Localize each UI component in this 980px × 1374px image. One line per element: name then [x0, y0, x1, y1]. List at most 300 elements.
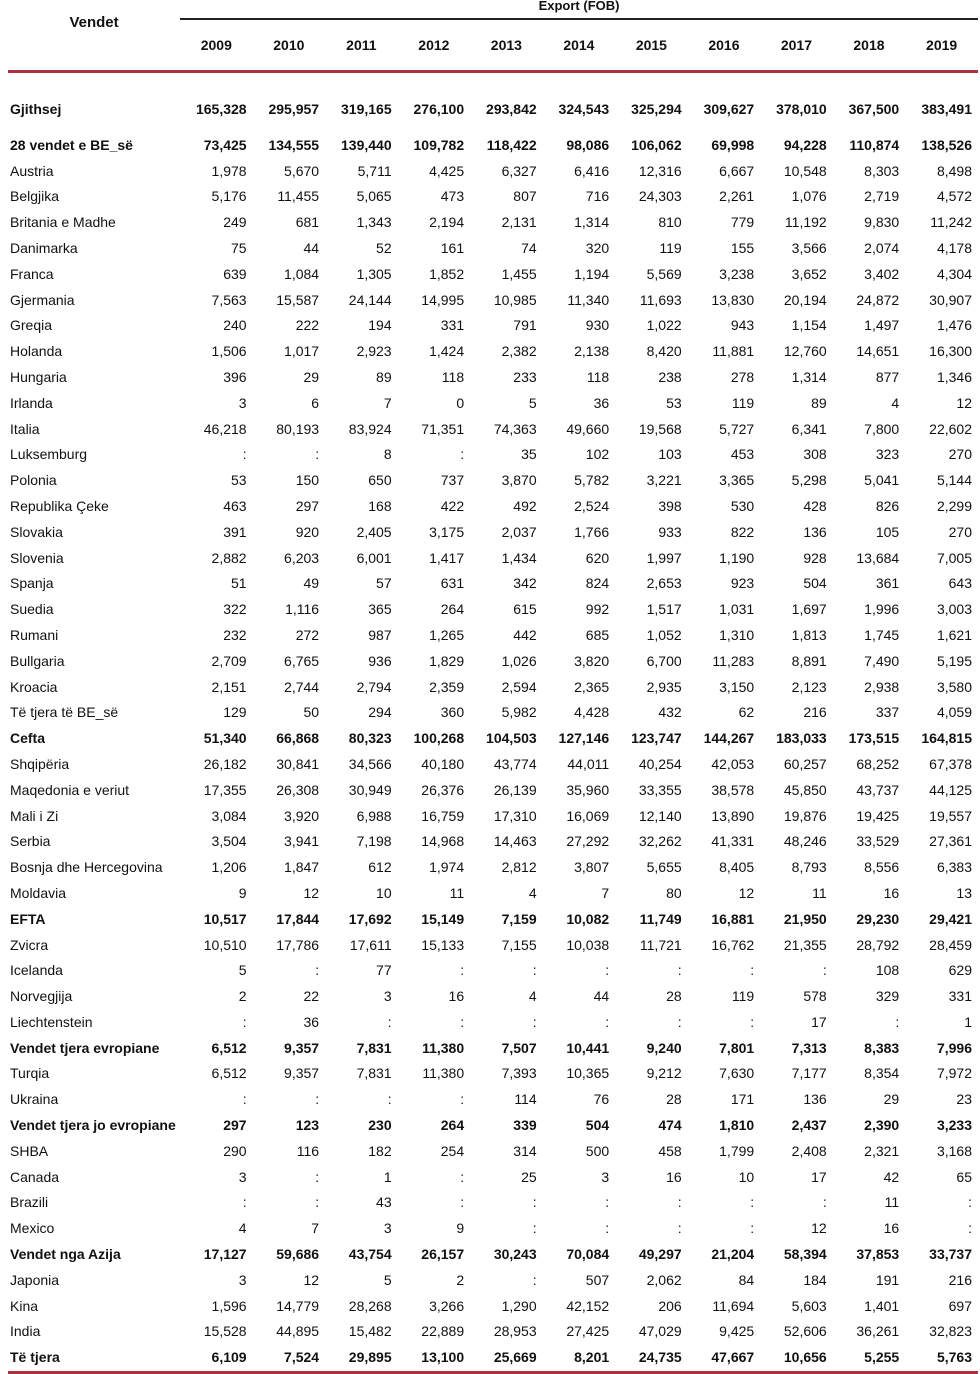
cell-value: 1,596	[211, 1297, 247, 1314]
cell-value: 612	[368, 859, 392, 876]
cell-value: 29,230	[856, 910, 900, 927]
cell-value: 11,721	[639, 936, 682, 953]
year-header-2009: 2009	[200, 37, 232, 53]
cell-value: 9,830	[864, 214, 900, 231]
cell-value: 184	[803, 1271, 827, 1288]
row-label: Të tjera	[8, 1345, 180, 1372]
cell-value: 391	[223, 523, 247, 540]
row-label: Canada	[10, 1168, 60, 1185]
cell-value: 108	[875, 962, 900, 979]
cell-value: 44	[593, 988, 610, 1005]
cell-value: 7,005	[936, 549, 972, 566]
cell-value: 173,515	[848, 730, 900, 747]
row-label: Japonia	[10, 1271, 60, 1288]
cell-value: 11,694	[712, 1297, 755, 1314]
cell-value: 74	[521, 239, 537, 256]
cell-value: :	[677, 1013, 682, 1030]
cell-value: 20,194	[783, 291, 827, 308]
cell-value: 1,697	[791, 601, 827, 618]
cell-value: 161	[440, 239, 465, 256]
cell-value: 383,491	[921, 101, 972, 117]
row-label: Norvegjija	[10, 988, 73, 1005]
cell-value: 19,876	[783, 807, 827, 824]
cell-value: 29	[303, 368, 320, 385]
row-label: Italia	[10, 420, 40, 437]
cell-value: 2,037	[501, 523, 537, 540]
cell-value: 14,995	[421, 291, 465, 308]
cell-value: 14,779	[276, 1297, 320, 1314]
cell-value: 22,889	[421, 1323, 465, 1340]
row-label: Holanda	[10, 343, 63, 360]
cell-value: 60,257	[783, 755, 827, 772]
cell-value: 7,313	[791, 1039, 827, 1056]
cell-value: :	[315, 446, 320, 463]
cell-value: 53	[231, 472, 247, 489]
cell-value: 9,212	[646, 1065, 682, 1082]
cell-value: 1,424	[429, 343, 465, 360]
cell-value: 1,455	[501, 265, 537, 282]
cell-value: 11,380	[422, 1039, 465, 1056]
cell-value: 442	[513, 626, 537, 643]
cell-value: 114	[514, 1091, 537, 1108]
cell-value: 38,578	[711, 781, 755, 798]
cell-value: 12	[956, 394, 972, 411]
row-label: Slovakia	[10, 523, 63, 540]
cell-value: 6,512	[211, 1065, 247, 1082]
table-row	[8, 210, 978, 236]
cell-value: 877	[875, 368, 900, 385]
cell-value: :	[460, 1168, 465, 1185]
cell-value: 810	[658, 214, 682, 231]
cell-value: 3,807	[574, 859, 610, 876]
cell-value: 681	[295, 214, 320, 231]
cell-value: 2,935	[646, 678, 682, 695]
cell-value: 3,221	[646, 472, 682, 489]
table-row	[8, 649, 978, 675]
cell-value: :	[677, 1220, 682, 1237]
table-row	[8, 829, 978, 855]
cell-value: 6,327	[501, 162, 537, 179]
cell-value: 3,233	[936, 1117, 972, 1134]
cell-value: :	[460, 446, 465, 463]
cell-value: 52	[376, 239, 392, 256]
cell-value: 295,957	[268, 101, 320, 117]
row-label: Icelanda	[10, 962, 63, 979]
cell-value: 4,428	[574, 704, 610, 721]
cell-value: :	[242, 1194, 247, 1211]
cell-value: 49,297	[638, 1246, 682, 1263]
row-label: Vendet tjera evropiane	[10, 1039, 160, 1056]
cell-value: 7	[383, 394, 392, 411]
table-row	[8, 984, 978, 1010]
row-label: SHBA	[10, 1142, 49, 1159]
cell-value: 5,982	[501, 704, 537, 721]
cell-value: 398	[658, 497, 682, 514]
cell-value: 2,812	[501, 859, 537, 876]
cell-value: 52,606	[783, 1323, 827, 1340]
cell-value: 68,252	[856, 755, 900, 772]
cell-value: 3,580	[936, 678, 972, 695]
cell-value: 2,653	[646, 575, 682, 592]
cell-value: 6,667	[719, 162, 755, 179]
row-label: Brazili	[10, 1194, 49, 1211]
cell-value: 5,569	[646, 265, 682, 282]
cell-value: 3,238	[719, 265, 755, 282]
cell-value: 7,524	[253, 1345, 326, 1372]
cell-value: 7,155	[501, 936, 537, 953]
cell-value: 7,831	[356, 1039, 392, 1056]
cell-value: 30,841	[276, 755, 320, 772]
cell-value: 155	[730, 239, 755, 256]
cell-value: 6	[311, 394, 320, 411]
cell-value: 3	[238, 394, 247, 411]
cell-value: 27,425	[566, 1323, 610, 1340]
year-header-2019: 2019	[926, 37, 958, 53]
cell-value: 26,157	[421, 1246, 465, 1263]
row-label: Belgjika	[10, 188, 60, 205]
cell-value: 2,744	[284, 678, 320, 695]
cell-value: 10,548	[783, 162, 827, 179]
cell-value: 24,144	[348, 291, 392, 308]
row-label: Irlanda	[10, 394, 53, 411]
cell-value: 13	[956, 884, 972, 901]
cell-value: 1,022	[646, 317, 682, 334]
cell-value: 1,206	[211, 859, 247, 876]
cell-value: 320	[585, 239, 610, 256]
cell-value: 42,053	[711, 755, 755, 772]
cell-value: 30,907	[929, 291, 972, 308]
table-row	[8, 958, 978, 984]
cell-value: 2,261	[719, 188, 755, 205]
cell-value: 1,766	[574, 523, 610, 540]
cell-value: 222	[295, 317, 320, 334]
cell-value: 3,175	[429, 523, 465, 540]
cell-value: 1,997	[646, 549, 682, 566]
export-table	[8, 0, 978, 1374]
cell-value: 103	[658, 446, 682, 463]
cell-value: 826	[875, 497, 900, 514]
cell-value: 164,815	[921, 730, 972, 747]
cell-value: 17,611	[349, 936, 392, 953]
cell-value: 2,382	[501, 343, 537, 360]
cell-value: 10,365	[566, 1065, 610, 1082]
cell-value: 136	[803, 523, 827, 540]
cell-value: 43	[376, 1194, 392, 1211]
cell-value: 14,968	[421, 833, 465, 850]
cell-value: :	[315, 1194, 320, 1211]
cell-value: 16,069	[566, 807, 610, 824]
cell-value: 1,852	[429, 265, 465, 282]
cell-value: 331	[948, 988, 972, 1005]
cell-value: 2,709	[211, 652, 247, 669]
cell-value: 272	[295, 626, 320, 643]
cell-value: 1,052	[646, 626, 682, 643]
table-row	[8, 1010, 978, 1036]
row-label: Greqia	[10, 317, 53, 334]
cell-value: 11,283	[712, 652, 755, 669]
cell-value: 51	[231, 575, 247, 592]
cell-value: 620	[585, 549, 610, 566]
cell-value: 2,408	[791, 1142, 827, 1159]
cell-value: 16,759	[421, 807, 465, 824]
cell-value: 16,762	[711, 936, 755, 953]
cell-value: 11	[884, 1194, 900, 1211]
cell-value: 615	[513, 601, 537, 618]
row-label: Vendet tjera jo evropiane	[10, 1117, 176, 1134]
cell-value: 44,011	[567, 755, 610, 772]
cell-value: 17,127	[203, 1246, 247, 1263]
cell-value: 5,176	[211, 188, 247, 205]
cell-value: :	[605, 962, 610, 979]
cell-value: 9,357	[284, 1039, 320, 1056]
cell-value: 1,314	[791, 368, 827, 385]
table-group-row	[8, 133, 978, 159]
year-header-2016: 2016	[708, 37, 740, 53]
cell-value: :	[677, 1194, 682, 1211]
cell-value: 17,310	[493, 807, 537, 824]
row-label: Vendet nga Azija	[10, 1246, 121, 1263]
cell-value: 17,355	[203, 781, 247, 798]
table-row	[8, 1216, 978, 1242]
cell-value: 3,920	[284, 807, 320, 824]
cell-value: 36,261	[856, 1323, 900, 1340]
cell-value: 2,405	[356, 523, 392, 540]
cell-value: 83,924	[348, 420, 392, 437]
cell-value: 29,421	[929, 910, 972, 927]
cell-value: 2,719	[864, 188, 900, 205]
row-label: India	[10, 1323, 41, 1340]
cell-value: 643	[948, 575, 972, 592]
cell-value: 12,316	[638, 162, 682, 179]
cell-value: 10	[376, 884, 392, 901]
cell-value: 650	[368, 472, 392, 489]
cell-value: 249	[223, 214, 247, 231]
cell-value: 1,154	[791, 317, 827, 334]
cell-value: 6,203	[284, 549, 320, 566]
row-label: Të tjera të BE_së	[10, 704, 119, 721]
cell-value: 65	[956, 1168, 972, 1185]
cell-value: 11,192	[784, 214, 827, 231]
table-row	[8, 1087, 978, 1113]
cell-value: 3,084	[211, 807, 247, 824]
table-row	[8, 159, 978, 185]
cell-value: 987	[368, 626, 392, 643]
cell-value: 194	[368, 317, 392, 334]
cell-value: :	[750, 1194, 755, 1211]
cell-value: 138,526	[921, 136, 972, 153]
row-label: Turqia	[10, 1065, 50, 1082]
table-row	[8, 1294, 978, 1320]
cell-value: 11	[812, 884, 827, 901]
cell-value: 1,190	[719, 549, 755, 566]
cell-value: 3,504	[211, 833, 247, 850]
cell-value: 308	[803, 446, 827, 463]
cell-value: 28,459	[929, 936, 972, 953]
cell-value: 264	[440, 601, 465, 618]
cell-value: 2	[238, 988, 247, 1005]
cell-value: 7,630	[719, 1065, 755, 1082]
table-group-row	[8, 1113, 978, 1139]
cell-value: 7,800	[864, 420, 900, 437]
cell-value: 331	[440, 317, 465, 334]
row-label: Maqedonia e veriut	[10, 781, 130, 798]
table-row	[8, 262, 978, 288]
year-header-2013: 2013	[490, 37, 522, 53]
cell-value: 17	[811, 1168, 827, 1185]
cell-value: 5,670	[284, 162, 320, 179]
cell-value: 309,627	[703, 101, 755, 117]
cell-value: 2,524	[574, 497, 610, 514]
cell-value: 2,062	[646, 1271, 682, 1288]
cell-value: 7,490	[864, 652, 900, 669]
table-row	[8, 365, 978, 391]
cell-value: 779	[730, 214, 755, 231]
cell-value: 1,026	[501, 652, 537, 669]
cell-value: 150	[295, 472, 320, 489]
cell-value: 290	[223, 1142, 247, 1159]
cell-value: 4,425	[429, 162, 465, 179]
cell-value: 13,830	[711, 291, 755, 308]
cell-value: 94,228	[783, 136, 827, 153]
cell-value: 1,621	[936, 626, 972, 643]
cell-value: 463	[223, 497, 247, 514]
cell-value: 21,950	[783, 910, 827, 927]
row-label: Hungaria	[10, 368, 67, 385]
cell-value: 134,555	[268, 136, 320, 153]
cell-value: 2,390	[864, 1117, 900, 1134]
cell-value: 1,417	[429, 549, 465, 566]
cell-value: 2,359	[429, 678, 465, 695]
cell-value: 7,198	[356, 833, 392, 850]
row-label: Luksemburg	[10, 446, 88, 463]
cell-value: 49,660	[566, 420, 610, 437]
cell-value: 8,405	[719, 859, 755, 876]
cell-value: 144,267	[703, 730, 755, 747]
cell-value: 48,246	[783, 833, 827, 850]
cell-value: 26,182	[203, 755, 247, 772]
cell-value: 1,745	[864, 626, 900, 643]
cell-value: 2,938	[864, 678, 900, 695]
cell-value: 530	[730, 497, 755, 514]
cell-value: 40,180	[421, 755, 465, 772]
cell-value: :	[315, 1168, 320, 1185]
cell-value: 1,314	[574, 214, 610, 231]
cell-value: 933	[658, 523, 682, 540]
cell-value: 5,298	[791, 472, 827, 489]
cell-value: 40,254	[638, 755, 682, 772]
cell-value: 2,131	[501, 214, 537, 231]
cell-value: 11,242	[930, 214, 972, 231]
cell-value: 5,655	[646, 859, 682, 876]
cell-value: 928	[803, 549, 827, 566]
cell-value: 824	[585, 575, 610, 592]
cell-value: 16	[883, 1220, 900, 1237]
year-header-2015: 2015	[635, 37, 667, 53]
cell-value: 12,760	[783, 343, 827, 360]
cell-value: 342	[513, 575, 537, 592]
row-label: Gjithsej	[10, 101, 62, 117]
cell-value: 51,340	[203, 730, 247, 747]
cell-value: 21,355	[783, 936, 827, 953]
year-header-2010: 2010	[273, 37, 305, 53]
export-group-header: Export (FOB)	[180, 0, 978, 19]
cell-value: 314	[513, 1142, 537, 1159]
row-label: Zvicra	[10, 936, 49, 953]
cell-value: 35,960	[566, 781, 610, 798]
cell-value: 492	[513, 497, 537, 514]
cell-value: 2,074	[864, 239, 900, 256]
cell-value: 29	[883, 1091, 900, 1108]
cell-value: 339	[513, 1117, 537, 1134]
cell-value: 32,262	[638, 833, 682, 850]
country-column-header: Vendet	[69, 14, 119, 31]
cell-value: 7,507	[501, 1039, 537, 1056]
cell-value: 102	[585, 446, 610, 463]
cell-value: :	[242, 446, 247, 463]
cell-value: 5,041	[864, 472, 900, 489]
row-label: Danimarka	[10, 239, 78, 256]
cell-value: 25,669	[470, 1345, 543, 1372]
cell-value: 19,425	[856, 807, 900, 824]
cell-value: 28	[666, 1091, 682, 1108]
header-separator-row	[8, 72, 978, 98]
cell-value: 7,159	[501, 910, 537, 927]
cell-value: 2,299	[936, 497, 972, 514]
table-row	[8, 597, 978, 623]
cell-value: 13,684	[856, 549, 900, 566]
row-label: Polonia	[10, 472, 57, 489]
cell-value: 254	[440, 1142, 465, 1159]
cell-value: 44	[303, 239, 320, 256]
cell-value: 791	[513, 317, 537, 334]
cell-value: 16	[666, 1168, 682, 1185]
cell-value: :	[968, 1220, 972, 1237]
cell-value: :	[315, 962, 320, 979]
cell-value: 936	[368, 652, 392, 669]
cell-value: 3,402	[864, 265, 900, 282]
cell-value: 5	[383, 1271, 392, 1288]
cell-value: 74,363	[493, 420, 537, 437]
cell-value: 1,517	[646, 601, 682, 618]
table-row	[8, 442, 978, 468]
cell-value: 9,425	[719, 1323, 755, 1340]
cell-value: 7,563	[211, 291, 247, 308]
cell-value: 43,774	[493, 755, 537, 772]
cell-value: 504	[803, 575, 827, 592]
cell-value: 109,782	[413, 136, 465, 153]
table-row	[8, 391, 978, 417]
row-label: Franca	[10, 265, 54, 282]
cell-value: 104,503	[486, 730, 537, 747]
cell-value: 165,328	[195, 101, 247, 117]
row-label: Slovenia	[10, 549, 64, 566]
cell-value: 1,810	[719, 1117, 755, 1134]
cell-value: 26,308	[276, 781, 320, 798]
table-row	[8, 288, 978, 314]
row-label: Mali i Zi	[10, 807, 59, 824]
cell-value: 2,151	[211, 678, 247, 695]
cell-value: 361	[875, 575, 900, 592]
cell-value: 367,500	[848, 101, 900, 117]
cell-value: 10,985	[493, 291, 537, 308]
cell-value: 2,882	[211, 549, 247, 566]
cell-value: 9,240	[646, 1039, 682, 1056]
cell-value: :	[242, 1091, 247, 1108]
cell-value: 53	[666, 394, 682, 411]
cell-value: 324,543	[558, 101, 610, 117]
cell-value: 1,031	[719, 601, 755, 618]
cell-value: 136	[803, 1091, 827, 1108]
